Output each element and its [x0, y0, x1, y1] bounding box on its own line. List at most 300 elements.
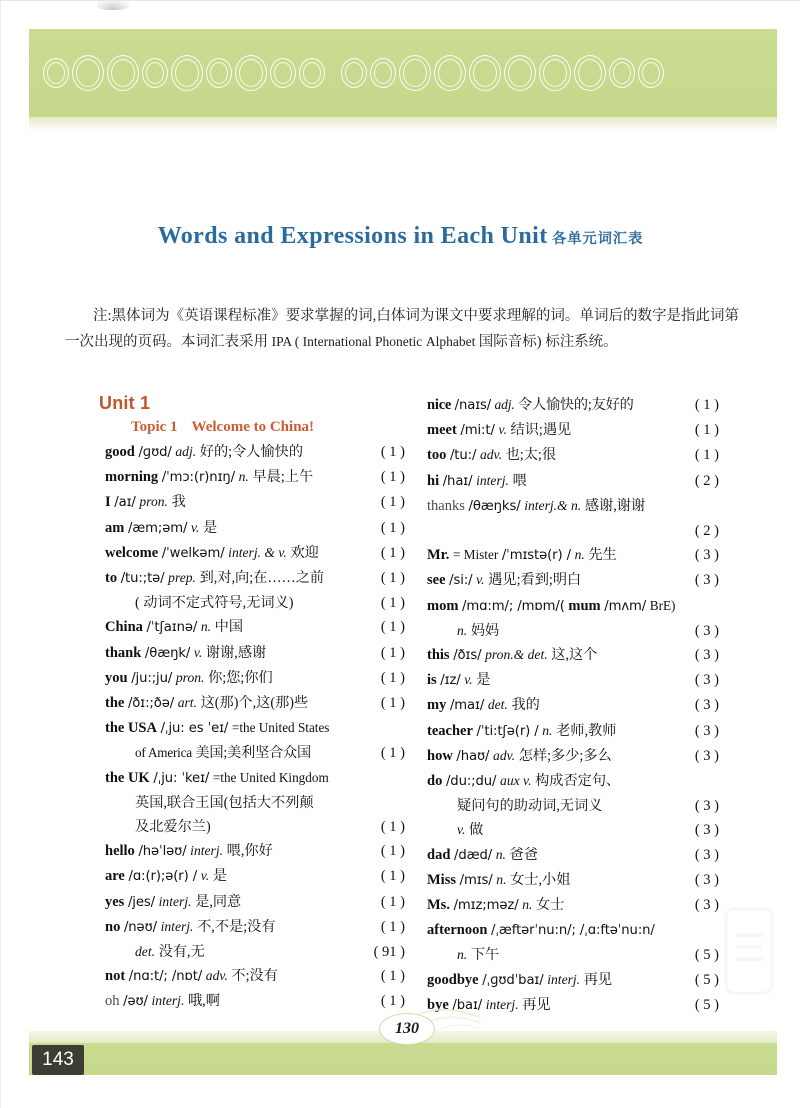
entry-page-number: ( 3 ) [694, 871, 719, 888]
topic-heading [131, 419, 405, 436]
word-entry-body [427, 568, 691, 593]
word-entry [105, 864, 405, 889]
entry-headword: morning [105, 469, 159, 486]
entry-definition: 我的 [511, 697, 540, 714]
entry-phonetic: /əʊ/ [123, 994, 148, 1010]
entry-phonetic: /ju:;ju/ [131, 670, 173, 686]
entry-part-of-speech: interj. & v. [228, 544, 287, 560]
page-top-artifact [97, 1, 129, 10]
usage-note [65, 304, 739, 355]
entry-expansion: = Mister [453, 547, 499, 563]
word-entry-list-left [105, 440, 405, 1015]
entry-page-number: ( 1 ) [694, 447, 719, 464]
word-entry [427, 918, 719, 943]
word-entry [427, 519, 719, 543]
word-entry-body [105, 915, 377, 940]
entry-page-number: ( 1 ) [380, 570, 405, 587]
topic-number: Topic 1 [131, 419, 178, 435]
entry-definition: 妈妈 [470, 622, 500, 639]
entry-page-number: ( 1 ) [380, 745, 405, 762]
word-entry-body [427, 594, 691, 619]
entry-phonetic: /aɪ/ [114, 495, 136, 511]
entry-phonetic: /ɪz/ [440, 673, 461, 689]
word-entry-body [427, 494, 691, 519]
entry-definition: 欢迎 [290, 544, 319, 561]
word-entry-body [427, 443, 691, 468]
entry-page-number: ( 91 ) [373, 944, 405, 961]
entry-phonetic: /mɑ:m/; /mɒm/( [462, 598, 565, 614]
entry-page-number: ( 1 ) [380, 444, 405, 460]
word-entry [105, 940, 405, 964]
entry-headword: do [427, 773, 443, 790]
entry-headword: China [105, 619, 143, 636]
entry-phonetic: /mi:t/ [460, 423, 495, 439]
entry-headword: I [105, 494, 111, 511]
entry-definition: 到,对,向;在……之前 [199, 570, 325, 587]
entry-definition: 早晨;上午 [252, 469, 314, 486]
word-entry-body [105, 940, 370, 964]
entry-definition: 感谢,谢谢 [584, 497, 646, 514]
entry-definition: 美国;美利坚合众国 [195, 745, 312, 762]
word-entry [105, 566, 405, 591]
entry-headword: this [427, 647, 450, 664]
ring-decoration [206, 58, 232, 88]
entry-headword: thanks [427, 497, 465, 514]
page-title-cn: 各单元词汇表 [552, 231, 644, 247]
entry-part-of-speech: v. [464, 672, 473, 688]
vocabulary-column-left [99, 393, 405, 1015]
entry-headword: are [105, 868, 125, 885]
entry-phonetic: /həˈləʊ/ [138, 844, 187, 860]
entry-page-number: ( 1 ) [380, 544, 405, 561]
word-entry [105, 490, 405, 515]
entry-definition: 怎样;多少;多么 [518, 747, 612, 764]
entry-headword: yes [105, 893, 125, 910]
word-entry-body [427, 643, 691, 668]
entry-page-number: ( 1 ) [380, 819, 405, 836]
entry-page-number: ( 1 ) [694, 397, 719, 413]
word-entry [105, 666, 405, 691]
unit-heading: Unit 1 [99, 393, 151, 413]
entry-definition: 喂 [512, 472, 527, 489]
ring-decoration [171, 55, 203, 91]
word-entry [427, 943, 719, 967]
word-entry-body [105, 815, 377, 839]
ring-decoration [72, 55, 104, 91]
entry-phonetic: /ˌɡʊdˈbaɪ/ [482, 972, 544, 988]
entry-phonetic: /dæd/ [454, 847, 493, 863]
entry-phonetic: /θæŋks/ [468, 498, 521, 514]
word-entry-body [105, 964, 377, 989]
entry-definition: 是 [203, 519, 218, 536]
entry-phonetic: /ˌju: es ˈeɪ/ [160, 721, 229, 737]
entry-page-number: ( 3 ) [694, 622, 719, 639]
entry-headword: is [427, 672, 437, 689]
entry-page-number: ( 5 ) [694, 947, 719, 964]
entry-phonetic: /ˈti:tʃə(r) / [476, 723, 539, 739]
entry-phonetic: /ˌju: ˈkeɪ/ [153, 770, 210, 786]
word-entry [427, 469, 719, 494]
entry-part-of-speech: adj. [494, 397, 515, 412]
word-entry-body [427, 893, 691, 918]
entry-definition: 令人愉快的;友好的 [517, 397, 634, 413]
entry-part-of-speech: n. [542, 722, 553, 738]
entry-definition: 先生 [588, 547, 617, 564]
entry-phonetic: /mɪs/ [459, 872, 493, 888]
entry-part-of-speech: prep. [168, 570, 196, 586]
entry-page-number: ( 1 ) [380, 644, 405, 661]
entry-definition: ( 动词不定式符号,无词义) [135, 595, 294, 612]
entry-definition: 你;您;你们 [208, 669, 273, 686]
word-entry-body [105, 465, 377, 490]
word-entry-body [427, 918, 691, 943]
entry-part-of-speech: v. [476, 572, 485, 588]
entry-definition: 这,这个 [551, 647, 598, 664]
ring-decoration [539, 55, 571, 91]
header-band-shadow [29, 117, 777, 129]
entry-headword: my [427, 697, 447, 714]
entry-page-number: ( 1 ) [380, 918, 405, 935]
entry-page-number: ( 1 ) [380, 893, 405, 910]
entry-phonetic: /tu:/ [449, 448, 477, 464]
entry-phonetic: /ɑ:(r);ə(r) / [128, 869, 198, 885]
entry-part-of-speech: n. [574, 547, 585, 563]
word-entry-body [105, 516, 377, 541]
entry-page-number: ( 2 ) [694, 523, 719, 540]
word-entry [105, 766, 405, 791]
entry-definition: 喂,你好 [226, 843, 273, 860]
word-entry [427, 543, 719, 568]
entry-page-number: ( 5 ) [694, 996, 719, 1013]
note-line-3b: 国际音标) 标注系统。 [478, 334, 618, 350]
entry-page-number: ( 1 ) [694, 422, 719, 439]
entry-latin: =the United States [231, 720, 330, 736]
entry-headword: Miss [427, 871, 456, 888]
word-entry [427, 769, 719, 794]
entry-definition: 我 [171, 494, 186, 511]
entry-page-number: ( 3 ) [694, 547, 719, 564]
entry-headword: welcome [105, 544, 159, 561]
word-entry-body [105, 766, 377, 791]
word-entry-body [105, 615, 377, 640]
word-entry-body [105, 864, 377, 889]
entry-part-of-speech: v. [457, 822, 466, 838]
entry-page-number: ( 3 ) [694, 672, 719, 689]
word-entry-body [105, 839, 377, 864]
word-entry-body [427, 843, 691, 868]
entry-definition: 再见 [583, 971, 613, 988]
word-entry-body [427, 469, 691, 494]
ring-decoration [434, 55, 466, 91]
footer-band-fill [29, 1043, 777, 1075]
entry-part-of-speech: adj. [175, 444, 197, 459]
word-entry-body [105, 890, 377, 915]
entry-part-of-speech: pron.& det. [485, 647, 548, 663]
word-entry-body [427, 744, 691, 769]
word-entry-body [427, 393, 691, 418]
entry-headword: mom [427, 597, 459, 614]
entry-phonetic: /maɪ/ [449, 698, 485, 714]
entry-variant-headword: mum [568, 597, 601, 614]
ring-decoration [574, 55, 606, 91]
word-entry [105, 964, 405, 989]
entry-headword: not [105, 968, 126, 985]
entry-definition: 及北爱尔兰) [135, 819, 211, 836]
vocabulary-columns [1, 393, 800, 1013]
word-entry [427, 843, 719, 868]
entry-headword: Ms. [427, 897, 450, 914]
word-entry-body [105, 989, 377, 1014]
entry-part-of-speech: interj. [160, 918, 194, 934]
word-entry-list-right [427, 393, 719, 1018]
entry-phonetic: /nɑ:t/; /nɒt/ [128, 969, 203, 985]
entry-definition: 是 [476, 672, 491, 689]
ring-decoration [638, 58, 664, 88]
entry-definition: 做 [469, 822, 484, 839]
entry-page-number: ( 1 ) [380, 494, 405, 511]
entry-headword: am [105, 519, 125, 536]
entry-part-of-speech: v. [200, 868, 210, 884]
word-entry [105, 465, 405, 490]
word-entry [427, 818, 719, 842]
entry-headword: nice [427, 397, 452, 413]
word-entry [427, 744, 719, 769]
entry-part-of-speech: n. [200, 619, 212, 635]
entry-phonetic: /æm;əm/ [127, 520, 188, 536]
word-entry-body [427, 719, 691, 744]
entry-definition: 疑问句的助动词,无词义 [457, 798, 603, 815]
document-list-icon [718, 901, 782, 1009]
entry-part-of-speech: aux v. [500, 773, 532, 789]
page-title-en: Words and Expressions in Each Unit [157, 223, 548, 249]
word-entry [427, 968, 719, 993]
ring-decoration [270, 58, 296, 88]
ring-decoration [299, 58, 325, 88]
entry-page-number: ( 3 ) [694, 822, 719, 839]
vocabulary-column-right [427, 393, 719, 1018]
entry-headword: thank [105, 644, 142, 661]
entry-definition: 女士,小姐 [510, 871, 571, 888]
entry-headword: the USA [105, 720, 157, 737]
entry-part-of-speech: interj. [158, 893, 192, 909]
entry-definition: 遇见;看到;明白 [488, 572, 582, 589]
word-entry [427, 594, 719, 619]
topic-title: Welcome to China! [191, 419, 315, 435]
entry-definition: 爸爸 [509, 846, 538, 863]
entry-phonetic: /ˈmɪstə(r) / [501, 548, 571, 564]
entry-page-number: ( 3 ) [694, 798, 719, 815]
entry-phonetic: /haɪ/ [442, 473, 473, 489]
entry-part-of-speech: v. [193, 644, 203, 660]
word-entry-body [105, 641, 377, 666]
entry-phonetic: /ˌæftərˈnu:n/; /ˌɑ:ftəˈnu:n/ [491, 923, 655, 939]
entry-definition: 谢谢,感谢 [205, 644, 267, 661]
word-entry-body [427, 868, 691, 893]
entry-phonetic: /ˈmɔ:(r)nɪŋ/ [161, 470, 235, 486]
entry-part-of-speech: det. [487, 697, 508, 713]
entry-page-number: ( 1 ) [380, 695, 405, 712]
note-line-3a: Alphabet [425, 334, 479, 349]
word-entry-body [427, 968, 691, 993]
word-entry [427, 668, 719, 693]
entry-part-of-speech: interj. [547, 971, 581, 987]
entry-headword: you [105, 669, 128, 686]
entry-latin: =the United Kingdom [212, 769, 329, 785]
entry-part-of-speech: n. [522, 897, 533, 913]
entry-definition: 中国 [214, 619, 244, 636]
word-entry-body [427, 543, 691, 568]
entry-page-number: ( 3 ) [694, 722, 719, 739]
entry-definition: 是 [212, 868, 227, 885]
entry-headword: teacher [427, 722, 473, 739]
entry-definition: 不,不是;没有 [197, 918, 276, 935]
word-entry [105, 741, 405, 765]
word-entry-body [105, 440, 377, 465]
word-entry [105, 915, 405, 940]
entry-headword: Mr. [427, 547, 450, 564]
entry-page-number: ( 3 ) [694, 572, 719, 589]
word-entry [105, 541, 405, 566]
word-entry [427, 418, 719, 443]
entry-part-of-speech: n. [496, 871, 507, 887]
entry-phonetic: /ɡʊd/ [138, 445, 172, 460]
word-entry [427, 443, 719, 468]
entry-definition: 不;没有 [231, 968, 278, 985]
header-ring-pattern [29, 29, 777, 117]
word-entry-body [427, 794, 691, 818]
word-entry [105, 440, 405, 465]
entry-phonetic-variant: /mʌm/ [604, 598, 647, 614]
word-entry-body [105, 490, 377, 515]
entry-headword: how [427, 747, 453, 764]
entry-phonetic: /mɪz;məz/ [453, 898, 519, 914]
entry-part-of-speech: art. [177, 695, 197, 711]
entry-page-number: ( 1 ) [380, 619, 405, 636]
entry-phonetic: /θæŋk/ [144, 645, 191, 661]
word-entry-body [427, 619, 691, 643]
entry-phonetic: /ðɪs/ [453, 648, 482, 664]
word-entry [105, 615, 405, 640]
page-number-badge: 143 [32, 1045, 84, 1075]
ring-decoration [370, 58, 396, 88]
entry-latin: BrE) [649, 597, 676, 613]
entry-phonetic: /si:/ [449, 573, 473, 589]
word-entry-body [427, 668, 691, 693]
entry-part-of-speech: pron. [175, 669, 205, 685]
word-entry [105, 791, 405, 815]
entry-definition: 老师,教师 [556, 722, 617, 739]
entry-definition: 也;太;很 [505, 447, 557, 464]
entry-headword: meet [427, 422, 457, 439]
entry-part-of-speech: interj. [151, 993, 185, 1009]
entry-part-of-speech: interj. [476, 472, 509, 488]
ring-decoration [399, 55, 431, 91]
entry-headword: goodbye [427, 971, 479, 988]
word-entry-body [105, 716, 377, 741]
page-number-oval: 130 [379, 1013, 435, 1045]
word-entry [105, 839, 405, 864]
ring-decoration [609, 58, 635, 88]
entry-page-number: ( 1 ) [380, 868, 405, 885]
note-line-2b: IPA ( International Phonetic [271, 334, 423, 349]
entry-page-number: ( 1 ) [380, 968, 405, 985]
entry-part-of-speech: n. [457, 622, 468, 638]
entry-page-number: ( 1 ) [380, 843, 405, 860]
word-entry-body [105, 541, 377, 566]
entry-page-number: ( 1 ) [380, 595, 405, 612]
entry-page-number: ( 1 ) [380, 993, 405, 1010]
entry-phonetic: /nəʊ/ [123, 919, 157, 935]
entry-part-of-speech: v. [190, 519, 200, 535]
entry-page-number: ( 3 ) [694, 897, 719, 914]
ring-decoration [469, 55, 501, 91]
word-entry [105, 890, 405, 915]
word-entry-body [427, 943, 691, 967]
word-entry-body [427, 769, 691, 794]
entry-phonetic: /baɪ/ [452, 997, 483, 1013]
entry-headword: oh [105, 993, 120, 1010]
ring-decoration [107, 55, 139, 91]
entry-part-of-speech: adv. [205, 968, 228, 984]
entry-definition: 哦,啊 [187, 993, 220, 1010]
entry-definition: 女士 [536, 897, 565, 914]
entry-headword: the [105, 695, 125, 712]
word-entry [427, 393, 719, 418]
ring-decoration [142, 58, 168, 88]
entry-part-of-speech: n. [457, 947, 468, 963]
entry-part-of-speech: n. [495, 846, 506, 862]
entry-headword: dad [427, 846, 451, 863]
entry-page-number: ( 3 ) [694, 697, 719, 714]
ring-decoration [341, 58, 367, 88]
entry-page-number: ( 3 ) [694, 846, 719, 863]
note-line-1: 注:黑体词为《英语课程标准》要求掌握的词,白体词为课文中要求理解的词。单 [93, 308, 594, 324]
entry-definition: 构成否定句、 [535, 773, 621, 790]
word-entry [427, 794, 719, 818]
ring-decoration [235, 55, 267, 91]
page-title [1, 223, 800, 250]
entry-part-of-speech: v. [498, 422, 507, 438]
entry-phonetic: /ðɪ:;ðə/ [127, 696, 175, 712]
entry-part-of-speech: interj.& n. [524, 497, 582, 513]
entry-definition: 是,同意 [195, 893, 242, 910]
entry-headword: bye [427, 996, 449, 1013]
entry-headword: hi [427, 472, 440, 489]
word-entry [105, 591, 405, 615]
entry-headword: hello [105, 843, 135, 860]
word-entry-body [105, 741, 377, 765]
entry-page-number: ( 1 ) [380, 519, 405, 536]
note-line-2a: 词后的数字是指此词第一次出现的页码。本词汇表采用 [65, 308, 740, 350]
word-entry [105, 516, 405, 541]
entry-headword: no [105, 918, 121, 935]
entry-page-number: ( 5 ) [694, 971, 719, 988]
entry-part-of-speech: n. [238, 469, 249, 485]
word-entry [105, 989, 405, 1014]
entry-headword: good [105, 444, 135, 460]
entry-definition: 下午 [470, 947, 500, 964]
entry-part-of-speech: interj. [485, 996, 519, 1012]
entry-definition: 英国,联合王国(包括大不列颠 [135, 794, 314, 811]
entry-page-number: ( 3 ) [694, 747, 719, 764]
word-entry [427, 719, 719, 744]
word-entry-body [427, 418, 691, 443]
entry-part-of-speech: pron. [139, 494, 168, 510]
word-entry [427, 619, 719, 643]
entry-phonetic: /jes/ [127, 894, 156, 910]
entry-definition: 再见 [522, 996, 551, 1013]
entry-part-of-speech: adv. [479, 447, 502, 463]
